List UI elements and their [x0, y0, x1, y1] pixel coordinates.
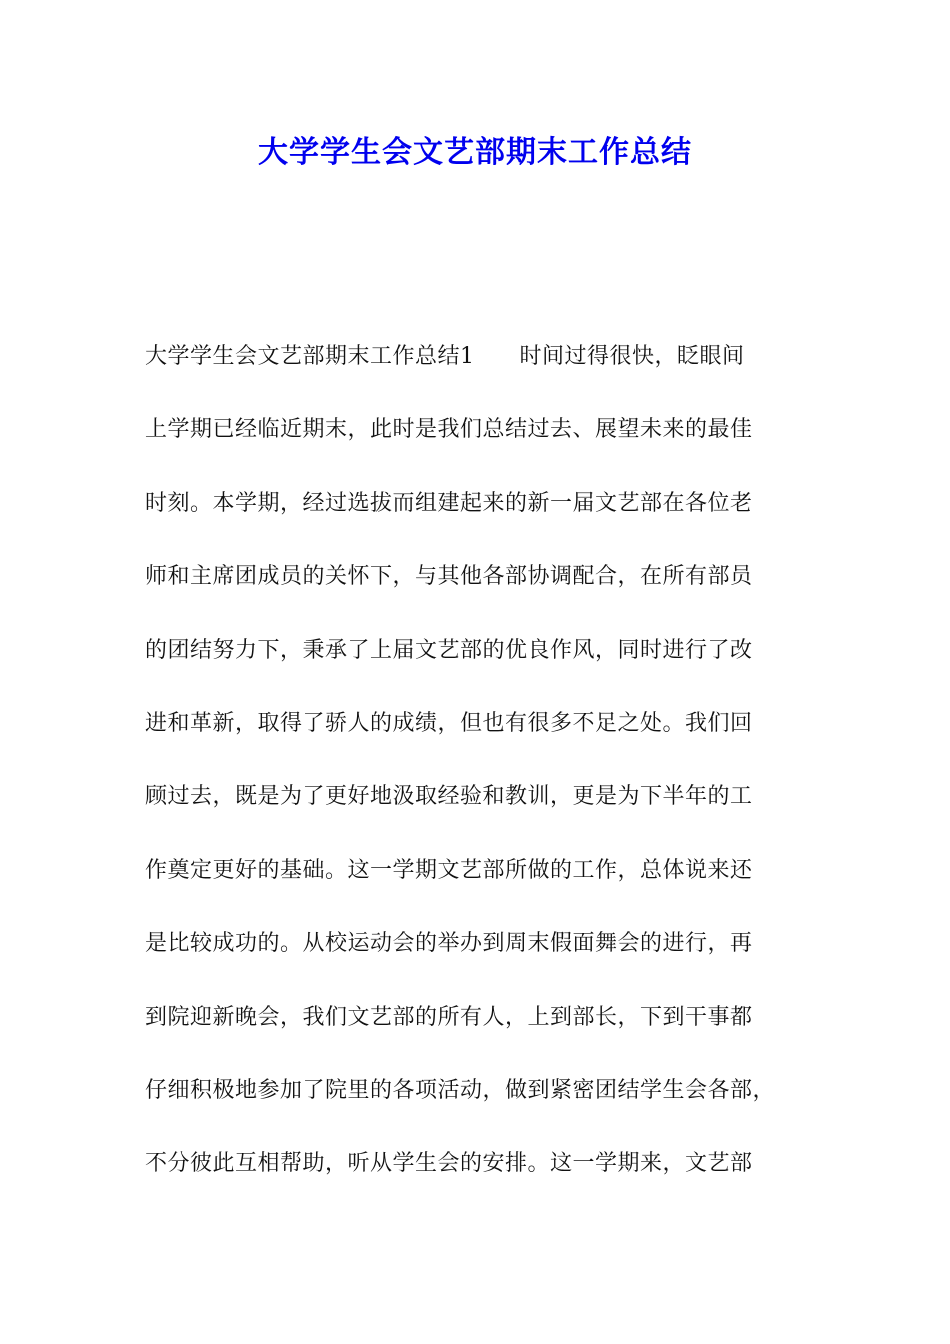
body-line: 大学学生会文艺部期末工作总结1 时间过得很快，眨眼间	[145, 344, 745, 369]
body-line: 是比较成功的。从校运动会的举办到周末假面舞会的进行，再	[145, 931, 753, 957]
body-line: 到院迎新晚会，我们文艺部的所有人，上到部长，下到干事都	[145, 1004, 753, 1030]
body-line: 作奠定更好的基础。这一学期文艺部所做的工作，总体说来还	[145, 857, 753, 883]
body-line: 的团结努力下，秉承了上届文艺部的优良作风，同时进行了改	[145, 637, 753, 663]
body-line: 时刻。本学期，经过选拔而组建起来的新一届文艺部在各位老	[145, 490, 753, 516]
body-line: 顾过去，既是为了更好地汲取经验和教训，更是为下半年的工	[145, 784, 753, 810]
body-line: 仔细积极地参加了院里的各项活动，做到紧密团结学生会各部，	[145, 1077, 776, 1103]
body-line: 师和主席团成员的关怀下，与其他各部协调配合，在所有部员	[145, 564, 753, 590]
body-line: 进和革新，取得了骄人的成绩，但也有很多不足之处。我们回	[145, 710, 753, 736]
body-line: 不分彼此互相帮助，听从学生会的安排。这一学期来，文艺部	[145, 1151, 753, 1177]
document-body	[145, 334, 835, 1215]
document-title: 大学学生会文艺部期末工作总结	[258, 135, 692, 170]
body-line: 上学期已经临近期末，此时是我们总结过去、展望未来的最佳	[145, 417, 753, 443]
